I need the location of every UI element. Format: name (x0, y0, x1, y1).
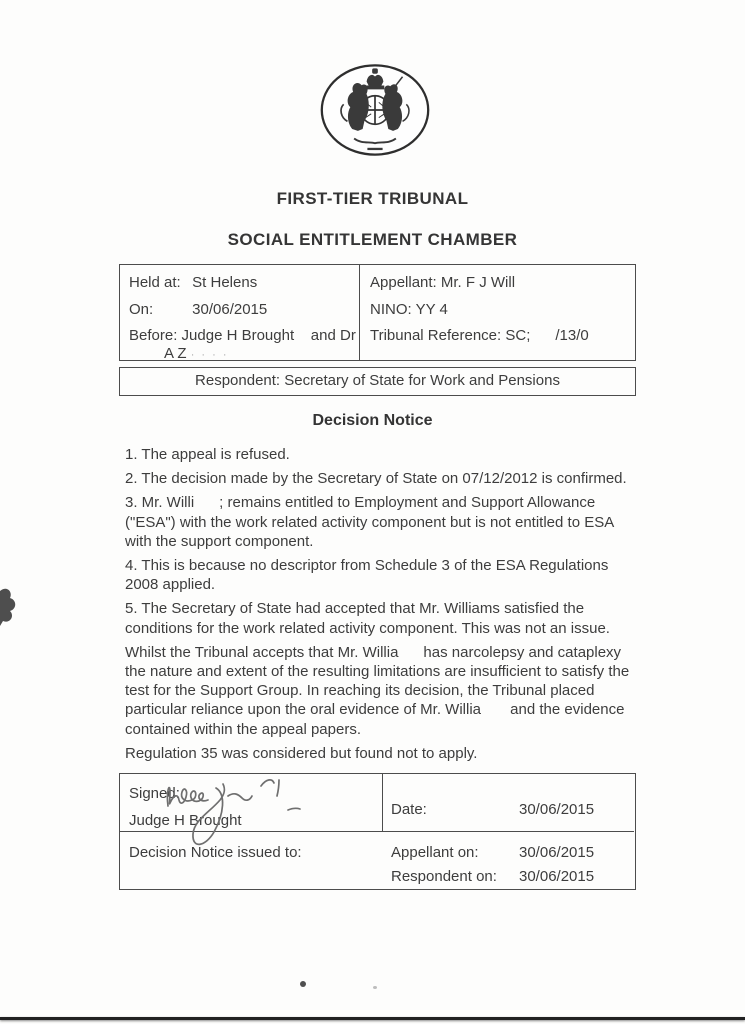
respondent-row (119, 367, 636, 396)
respondent-on-value: 30/06/2015 (519, 868, 595, 885)
decision-body (125, 445, 634, 768)
page-subtitle: SOCIAL ENTITLEMENT CHAMBER (227, 230, 518, 249)
decision-paragraph: 2. The decision made by the Secretary of State on 07/12/2012 is confirmed. (125, 470, 627, 488)
before-row-line2 (164, 345, 229, 362)
scan-artifact-dot (300, 981, 306, 987)
before-label: Before: (129, 327, 178, 344)
on-label: On: (129, 301, 154, 318)
appellant-value: Mr. F J Will (440, 274, 516, 291)
hearing-table-column-divider (359, 264, 360, 360)
judge-signature (158, 770, 328, 862)
decision-paragraph: 5. The Secretary of State had accepted that Mr. Williams satisfied the conditions for the work related activity component. This was not an issue. (125, 600, 610, 637)
scan-artifact-ink-blob (0, 583, 22, 629)
page-title: FIRST-TIER TRIBUNAL (276, 189, 469, 208)
date-label: Date: (391, 801, 427, 818)
scan-artifact-bottom-edge (0, 1017, 745, 1020)
decision-paragraph: 1. The appeal is refused. (125, 446, 290, 463)
appellant-on-label: Appellant on: (391, 844, 479, 861)
on-value: 30/06/2015 (192, 301, 268, 318)
respondent-value: Respondent: Secretary of State for Work and Pensions (195, 372, 560, 389)
held-at-label: Held at: (129, 274, 181, 291)
decision-paragraph: 4. This is because no descriptor from Schedule 3 of the ESA Regulations 2008 applied. (125, 557, 613, 594)
scan-artifact-dot (373, 986, 377, 989)
signed-label: Signed: (129, 785, 180, 802)
nino-label: NINO: (370, 301, 412, 318)
issued-to-label: Decision Notice issued to: (129, 844, 302, 861)
before-row (129, 327, 359, 344)
tribunal-reference-label: Tribunal Reference: (370, 327, 502, 344)
decision-paragraph: Whilst the Tribunal accepts that Mr. Willia has narcolepsy and cataplexy the nature and extent of the resulting limitations are insufficient to satisfy the test for the Support Group. In reaching its decision, the Tribunal placed particular reliance upon the oral evidence of Mr. Willia and the evidence contained within the appeal papers. (125, 643, 634, 738)
hearing-details-table (119, 264, 636, 361)
appellant-on-value: 30/06/2015 (519, 844, 595, 861)
hearing-date-row (129, 301, 267, 318)
royal-coat-of-arms-icon (318, 62, 432, 158)
signature-table-column-divider (382, 773, 383, 831)
date-value: 30/06/2015 (519, 801, 595, 818)
tribunal-reference-row (370, 327, 589, 344)
nino-row (370, 301, 448, 318)
appellant-label: Appellant: (370, 274, 437, 291)
tribunal-reference-value: SC; /13/0 (505, 327, 589, 344)
before-value: Judge H Brought and Dr (181, 327, 356, 344)
appellant-row (370, 274, 515, 291)
before-value-line2: A Z (164, 345, 187, 362)
held-at-row (129, 274, 257, 291)
decision-notice-heading: Decision Notice (312, 412, 433, 429)
respondent-on-label: Respondent on: (391, 868, 497, 885)
signed-name: Judge H Brought (129, 812, 242, 829)
decision-paragraph: 3. Mr. Willi ; remains entitled to Employment and Support Allowance ("ESA") with the work related activity component but is not entitled to ESA with the support component. (125, 494, 618, 550)
redacted-marks: · · · · (190, 349, 229, 361)
held-at-value: St Helens (192, 274, 258, 291)
decision-paragraph: Regulation 35 was considered but found not to apply. (125, 744, 478, 762)
nino-value: YY 4 (415, 301, 448, 318)
